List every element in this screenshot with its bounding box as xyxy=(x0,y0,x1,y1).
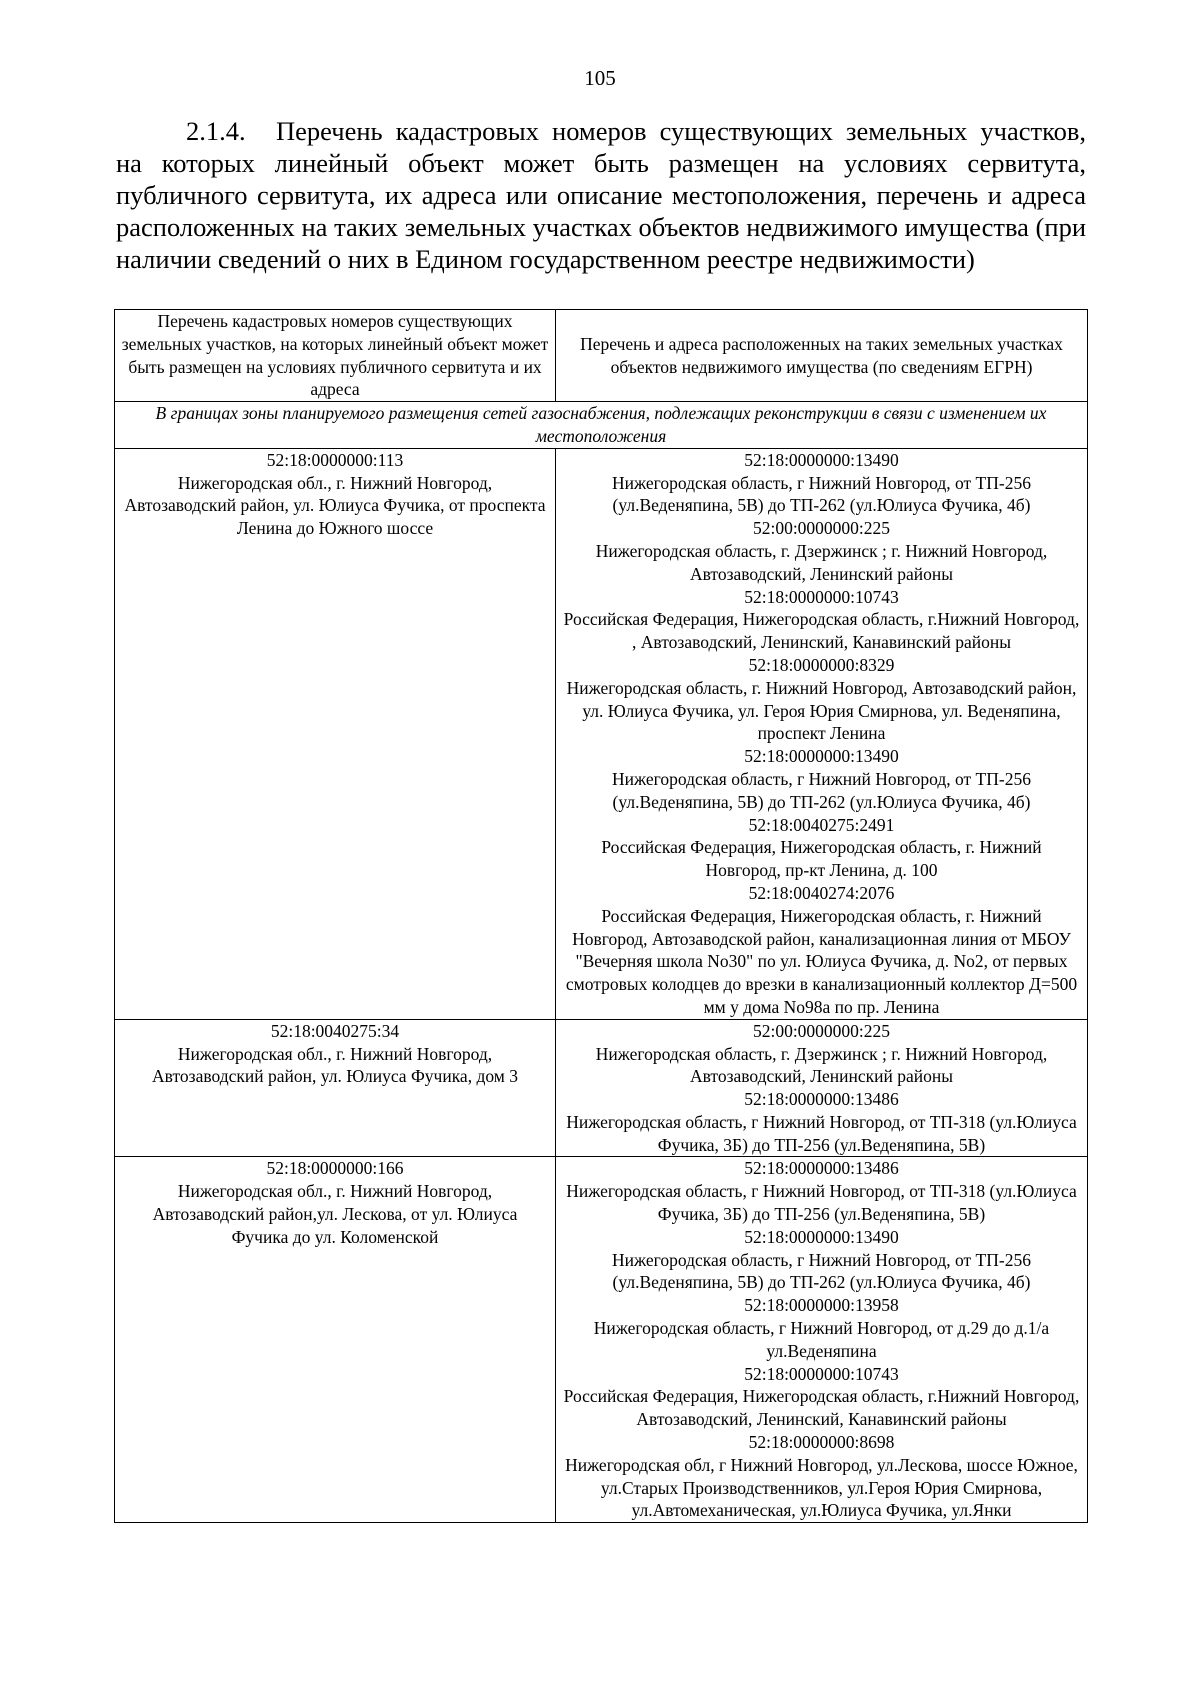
parcel-address: Нижегородская обл., г. Нижний Новгород, Автозаводский район, ул. Юлиуса Фучика, от проспекта Ленина до Южного шоссе xyxy=(124,472,546,539)
object-cadastral-number: 52:18:0040275:2491 xyxy=(748,814,895,835)
zone-title: В границах зоны планируемого размещения сетей газоснабжения, подлежащих реконструкции в связи с изменением их местоположения xyxy=(115,402,1088,449)
objects-cell xyxy=(556,448,1088,1019)
object-cadastral-number: 52:18:0000000:13958 xyxy=(744,1295,899,1316)
header-parcels: Перечень кадастровых номеров существующих земельных участков, на которых линейный объект может быть размещен на условиях публичного сервитута и их адреса xyxy=(115,310,556,402)
object-address: Нижегородская область, г Нижний Новгород, от д.29 до д.1/а ул.Веденяпина xyxy=(593,1318,1050,1361)
object-cadastral-number: 52:00:0000000:225 xyxy=(752,518,891,539)
object-cadastral-number: 52:18:0000000:13490 xyxy=(744,449,899,470)
parcel-cadastral-number: 52:18:0000000:166 xyxy=(266,1158,404,1179)
object-address: Нижегородская область, г Нижний Новгород, от ТП-256 (ул.Веденяпина, 5В) до ТП-262 (ул.Юлиуса Фучика, 4б) xyxy=(612,1249,1031,1293)
table-row xyxy=(115,448,1088,1019)
object-address: Нижегородская область, г Нижний Новгород, от ТП-256 (ул.Веденяпина, 5В) до ТП-262 (ул.Юлиуса Фучика, 4б) xyxy=(612,472,1031,516)
section-heading xyxy=(116,115,1086,275)
object-address: Нижегородская область, г. Дзержинск ; г. Нижний Новгород, Автозаводский, Ленинский районы xyxy=(595,540,1048,584)
table-header-row xyxy=(115,310,1088,402)
object-address: Нижегородская область, г Нижний Новгород, от ТП-318 (ул.Юлиуса Фучика, 3Б) до ТП-256 (ул.Веденяпина, 5В) xyxy=(566,1111,1077,1155)
parcel-cell xyxy=(115,1019,556,1157)
parcel-address: Нижегородская обл., г. Нижний Новгород, Автозаводский район, ул. Юлиуса Фучика, дом 3 xyxy=(152,1043,518,1087)
object-cadastral-number: 52:18:0000000:13486 xyxy=(744,1158,899,1179)
object-address: Нижегородская область, г. Нижний Новгород, Автозаводский район, ул. Юлиуса Фучика, ул. Героя Юрия Смирнова, ул. Веденяпина, проспект Ленина xyxy=(566,677,1077,744)
parcel-cadastral-number: 52:18:0040275:34 xyxy=(270,1020,400,1041)
object-address: Российская Федерация, Нижегородская область, г. Нижний Новгород, Автозаводской район, канализационная линия от МБОУ "Вечерняя школа No30" по ул. Юлиуса Фучика, д. No2, от первых смотровых колодцев до врезки в канализационный коллектор Д=500 мм у дома No98а по пр. Ленина xyxy=(565,905,1078,1017)
object-cadastral-number: 52:18:0000000:13486 xyxy=(744,1089,899,1110)
parcel-cell xyxy=(115,448,556,1019)
table-row xyxy=(115,1019,1088,1157)
parcel-cell xyxy=(115,1157,556,1523)
object-cadastral-number: 52:18:0000000:10743 xyxy=(744,586,899,607)
object-cadastral-number: 52:18:0040274:2076 xyxy=(748,882,895,903)
object-address: Нижегородская область, г. Дзержинск ; г. Нижний Новгород, Автозаводский, Ленинский районы xyxy=(595,1043,1048,1087)
objects-cell xyxy=(556,1157,1088,1523)
page-number: 105 xyxy=(584,66,616,90)
object-address: Нижегородская область, г Нижний Новгород, от ТП-318 (ул.Юлиуса Фучика, 3Б) до ТП-256 (ул.Веденяпина, 5В) xyxy=(566,1181,1077,1225)
object-cadastral-number: 52:18:0000000:10743 xyxy=(744,1363,899,1384)
header-objects: Перечень и адреса расположенных на таких земельных участках объектов недвижимого имущества (по сведениям ЕГРН) xyxy=(556,310,1088,402)
parcel-cadastral-number: 52:18:0000000:113 xyxy=(266,449,404,470)
object-address: Российская Федерация, Нижегородская область, г.Нижний Новгород, Автозаводский, Ленинский, Канавинский районы xyxy=(563,1386,1080,1430)
section-number: 2.1.4. xyxy=(186,116,246,146)
object-cadastral-number: 52:18:0000000:13490 xyxy=(744,746,899,767)
parcels-table xyxy=(114,309,1088,1523)
section-text: Перечень кадастровых номеров существующих земельных участков, на которых линейный объект может быть размещен на условиях сервитута, публичного сервитута, их адреса или описание местоположения, перечень и адреса расположенных на таких земельных участках объектов недвижимого имущества (при наличии сведений о них в Едином государственном реестре недвижимости) xyxy=(116,116,1086,274)
parcel-address: Нижегородская обл., г. Нижний Новгород, Автозаводский район,ул. Лескова, от ул. Юлиуса xyxy=(152,1181,518,1225)
zone-row xyxy=(115,402,1088,449)
object-cadastral-number: 52:18:0000000:13490 xyxy=(744,1226,899,1247)
object-address: Нижегородская обл, г Нижний Новгород, ул.Лескова, шоссе Южное, ул.Старых Производственников, ул.Героя Юрия Смирнова, ул.Автомеханическая, ул.Юлиуса Фучика, ул.Янки xyxy=(565,1454,1078,1521)
object-cadastral-number: 52:18:0000000:8329 xyxy=(748,654,895,675)
object-cadastral-number: 52:00:0000000:225 xyxy=(752,1020,891,1041)
table-row xyxy=(115,1157,1088,1523)
parcel-address-continued: Фучика до ул. Коломенской xyxy=(231,1226,439,1247)
object-address: Нижегородская область, г Нижний Новгород, от ТП-256 (ул.Веденяпина, 5В) до ТП-262 (ул.Юлиуса Фучика, 4б) xyxy=(612,768,1031,812)
objects-cell xyxy=(556,1019,1088,1157)
object-address: Российская Федерация, Нижегородская область, г. Нижний Новгород, пр-кт Ленина, д. 100 xyxy=(601,837,1042,881)
object-cadastral-number: 52:18:0000000:8698 xyxy=(748,1432,895,1453)
object-address: Российская Федерация, Нижегородская область, г.Нижний Новгород, , Автозаводский, Ленинский, Канавинский районы xyxy=(563,609,1080,653)
